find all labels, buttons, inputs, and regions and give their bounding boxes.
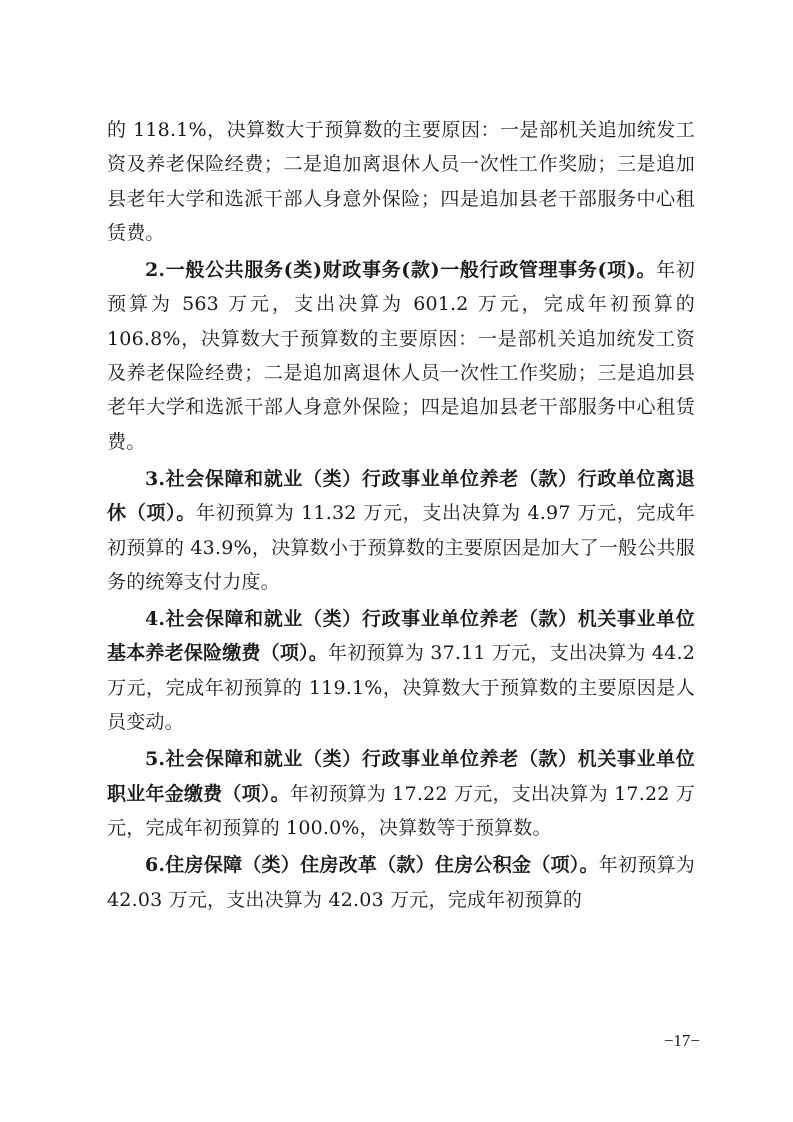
paragraph-heading: 5.社会保障和就业（类）行政事业单位养老（款）机关事业单位职业年金缴费（项）。 [107, 748, 695, 805]
paragraph-text: 年初预算为 563 万元，支出决算为 601.2 万元，完成年初预算的 106.8%，决算数大于预算数的主要原因：一是部机关追加统发工资及养老保险经费；二是追加离退休人员一次性工作奖励；三是追加县老年大学和选派干部人身意外保险；四是追加县老干部服务中心租赁费。 [107, 259, 696, 453]
paragraph-text: 年初预算为 17.22 万元，支出决算为 17.22 万元，完成年初预算的 100.0%，决算数等于预算数。 [107, 782, 695, 839]
paragraph-heading: 2.一般公共服务(类)财政事务(款)一般行政管理事务(项)。 [145, 259, 657, 282]
paragraph-item-5 [107, 742, 695, 845]
paragraph-heading: 3.社会保障和就业（类）行政事业单位养老（款）行政单位离退休（项）。 [107, 467, 695, 525]
paragraph-text: 年初预算为 37.11 万元，支出决算为 44.2 万元，完成年初预算的 119.1%，决算数大于预算数的主要原因是人员变动。 [107, 642, 695, 734]
paragraph-text: 的 118.1%，决算数大于预算数的主要原因：一是部机关追加统发工资及养老保险经费；二是追加离退休人员一次性工作奖励；三是追加县老年大学和选派干部人身意外保险；四是追加县老干部服务中心租赁费。 [107, 119, 695, 244]
paragraph-heading: 6.住房保障（类）住房改革（款）住房公积金（项）。 [145, 854, 599, 877]
paragraph-text: 年初预算为 11.32 万元，支出决算为 4.97 万元，完成年初预算的 43.9%，决算数小于预算数的主要原因是加大了一般公共服务的统筹支付力度。 [107, 502, 695, 593]
paragraph-item-3 [107, 462, 695, 599]
paragraph-item-2 [107, 253, 695, 459]
page-number: −17− [663, 1031, 700, 1050]
paragraph-item-6 [107, 848, 695, 917]
paragraph-item-4 [107, 602, 695, 739]
document-body [107, 113, 695, 920]
paragraph-continuation [107, 113, 695, 250]
paragraph-heading: 4.社会保障和就业（类）行政事业单位养老（款）机关事业单位基本养老保险缴费（项）。 [107, 608, 695, 665]
paragraph-text: 年初预算为 42.03 万元，支出决算为 42.03 万元，完成年初预算的 [107, 854, 695, 911]
